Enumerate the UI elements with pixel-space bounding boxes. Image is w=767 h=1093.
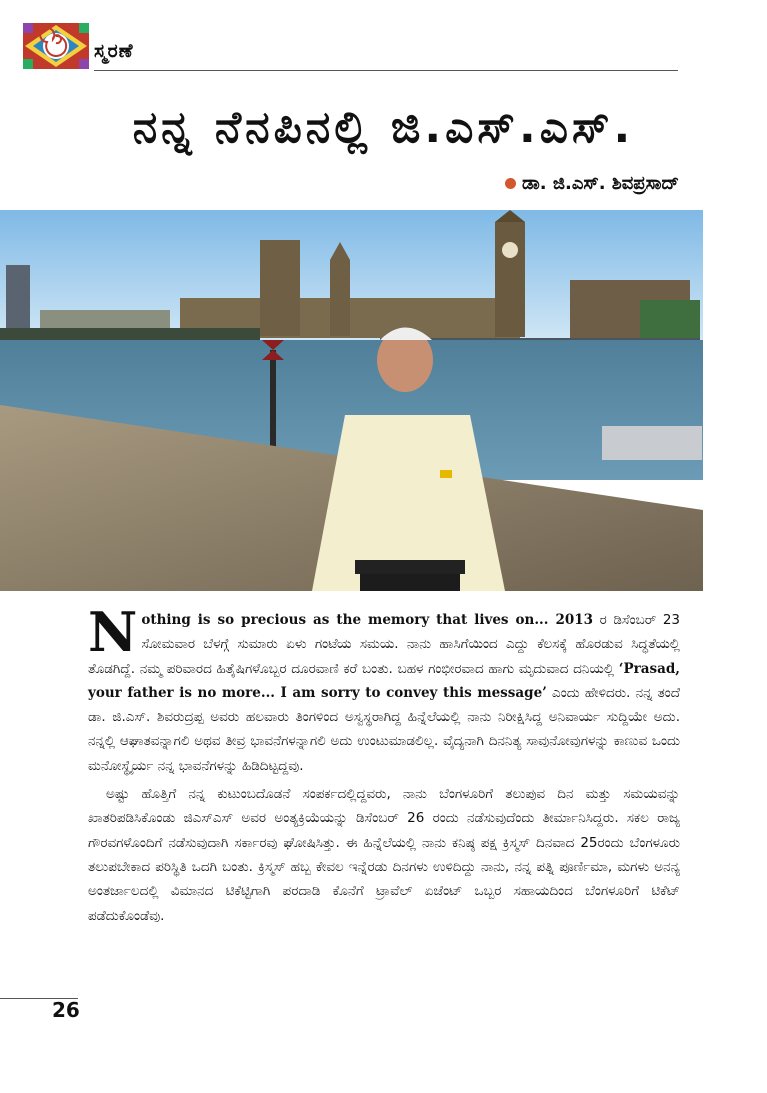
magazine-logo <box>23 23 89 69</box>
paragraph: ಅಷ್ಟು ಹೊತ್ತಿಗೆ ನನ್ನ ಕುಟುಂಬದೊಡನೆ ಸಂಪರ್ಕದಲ್ಲಿದ್ದವರು, ನಾನು ಬೆಂಗಳೂರಿಗೆ ತಲುಪುವ ದಿನ ಮತ್ತು ಸಮಯವನ್ನು ಖಾತರಿಪಡಿಸಿಕೊಂಡು ಜಿಎಸ್‌ಎಸ್ ಅವರ ಅಂತ್ಯಕ್ರಿಯೆಯನ್ನು ಡಿಸೆಂಬರ್ 26 ರಂದು ನಡೆಸುವುದೆಂದು ತೀರ್ಮಾನಿಸಿದ್ದರು. ಸಕಲ ರಾಜ್ಯ ಗೌರವಗಳೊಂದಿಗೆ ನಡೆಸುವುದಾಗಿ ಸರ್ಕಾರವು ಘೋಷಿಸಿತ್ತು. ಈ ಹಿನ್ನೆಲೆಯಲ್ಲಿ ನಾನು ಕನಿಷ್ಠ ಪಕ್ಷ ಕ್ರಿಸ್ಮಸ್ ದಿನವಾದ 25ರಂದು ಬೆಂಗಳೂರು ತಲುಪಬೇಕಾದ ಪರಿಸ್ಥಿತಿ ಒದಗಿ ಬಂತು. ಕ್ರಿಸ್ಮಸ್ ಹಬ್ಬ ಕೇವಲ ಇನ್ನೆರಡು ದಿನಗಳು ಉಳಿದಿದ್ದು ನಾನು, ನನ್ನ ಪತ್ನಿ ಪೂರ್ಣಿಮಾ, ಮಗಳು ಅನನ್ಯ ಅಂತರ್ಜಾಲದಲ್ಲಿ ವಿಮಾನದ ಟಿಕೆಟ್ಟಿಗಾಗಿ ಪರದಾಡಿ ಕೊನೆಗೆ ಟ್ರಾವೆಲ್ ಏಜೆಂಟ್ ಒಬ್ಬರ ಸಹಾಯದಿಂದ ಬೆಂಗಳೂರಿಗೆ ಟಿಕೆಟ್ ಪಡೆದುಕೊಂಡೆವು. <box>88 786 680 924</box>
author-name: ಡಾ. ಜಿ.ಎಸ್. ಶಿವಪ್ರಸಾದ್ <box>521 173 679 194</box>
header-divider <box>94 70 678 71</box>
article-title: ನನ್ನ ನೆನಪಿನಲ್ಲಿ ಜಿ.ಎಸ್.ಎಸ್. <box>132 102 635 153</box>
byline <box>505 173 679 194</box>
drop-cap: N <box>88 600 138 664</box>
paragraph-text: ಎಂದು ಹೇಳಿದರು. ನನ್ನ ತಂದೆ ಡಾ. ಜಿ.ಎಸ್. ಶಿವರುದ್ರಪ್ಪ ಅವರು ಹಲವಾರು ತಿಂಗಳಿಂದ ಅಸ್ವಸ್ಥರಾಗಿದ್ದ ಹಿನ್ನೆಲೆಯಲ್ಲಿ ನಾನು ನಿರೀಕ್ಷಿಸಿದ್ದ ಅನಿವಾರ್ಯ ಸುದ್ದಿಯೇ ಅದು. ನನ್ನಲ್ಲಿ ಆಘಾತವನ್ನಾಗಲಿ ಅಥವ ತೀವ್ರ ಭಾವನೆಗಳನ್ನಾಗಲಿ ಅದು ಉಂಟುಮಾಡಲಿಲ್ಲ. ವೈದ್ಯನಾಗಿ ದಿನನಿತ್ಯ ಸಾವುನೋವುಗಳನ್ನು ಕಾಣುವ ಒಂದು ಮನೋಸ್ಥೈರ್ಯ ನನ್ನ ಭಾವನೆಗಳನ್ನು ಹಿಡಿದಿಟ್ಟದ್ದವು. <box>88 684 681 774</box>
thames-photo-illustration <box>0 210 703 591</box>
bullet-dot-icon <box>505 178 516 189</box>
section-label: ಸ್ಮರಣೆ <box>94 40 134 62</box>
article-photo <box>0 210 703 591</box>
page-number: 26 <box>52 998 80 1022</box>
spiral-mandala-icon <box>23 23 89 69</box>
english-quote: ‘Prasad, your father is no more... I am sorry to convey this message’ <box>88 660 680 701</box>
paragraph-text: ರ ಡಿಸೆಂಬರ್ 23 ಸೋಮವಾರ ಬೆಳಗ್ಗೆ ಸುಮಾರು ಏಳು ಗಂಟೆಯ ಸಮಯ. ನಾನು ಹಾಸಿಗೆಯಿಂದ ಎದ್ದು ಕೆಲಸಕ್ಕೆ ಹೊರಡುವ ಸಿದ್ಧತೆಯಲ್ಲಿ ತೊಡಗಿದ್ದೆ. ನಮ್ಮ ಪರಿವಾರದ ಹಿತೈಷಿಗಳೊಬ್ಬರ ದೂರವಾಣಿ ಕರೆ ಬಂತು. ಬಹಳ ಗಂಭೀರವಾದ ಹಾಗು ಮೃದುವಾದ ದನಿಯಲ್ಲಿ <box>88 612 681 677</box>
article-body <box>88 600 681 928</box>
paragraph <box>88 600 681 778</box>
lead-quote: othing is so precious as the memory that lives on... 2013 <box>141 612 594 628</box>
